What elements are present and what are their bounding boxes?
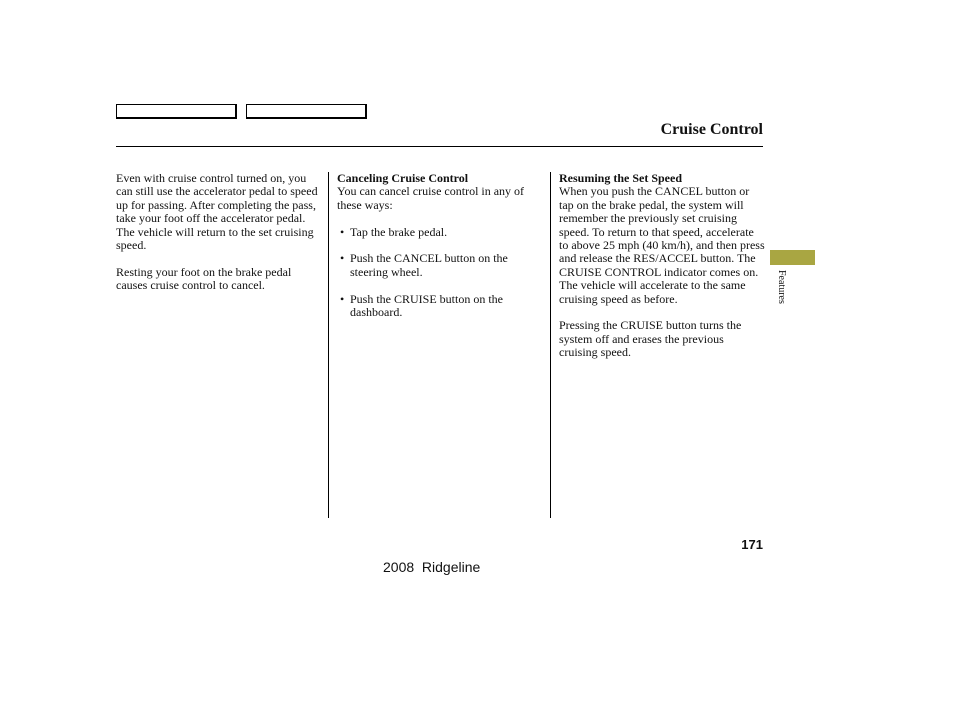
list-item: • Tap the brake pedal. xyxy=(337,226,537,239)
section-title: Cruise Control xyxy=(660,121,763,138)
list-item: • Push the CANCEL button on the steering wheel. xyxy=(337,252,537,279)
list-item: • Push the CRUISE button on the dashboard. xyxy=(337,293,537,320)
text-column-3 xyxy=(559,172,765,373)
column-divider xyxy=(550,172,551,518)
section-tab-marker[interactable] xyxy=(770,250,815,265)
nav-button-main-menu[interactable] xyxy=(116,104,237,119)
column-divider xyxy=(328,172,329,518)
paragraph: You can cancel cruise control in any of these ways: xyxy=(337,184,525,212)
nav-button-index[interactable] xyxy=(246,104,367,119)
page-number: 171 xyxy=(741,537,763,552)
paragraph: Resting your foot on the brake pedal causes cruise control to cancel. xyxy=(116,264,292,293)
paragraph: When you push the CANCEL button or tap on the brake pedal, the system will remember the previously set cruising speed. To return to that speed, accelerate to above 25 mph (40 km/h), and then press and release the RES/ACCEL button. The CRUISE CONTROL indicator comes on. The vehicle will accelerate to the same cruising speed as before. xyxy=(559,184,765,306)
text-column-1 xyxy=(116,172,321,306)
paragraph: Even with cruise control turned on, you can still use the accelerator pedal to speed up for passing. After completing the pass, take your foot off the accelerator pedal. The vehicle will return to the set cruising speed. xyxy=(116,171,318,253)
subheading-canceling: Canceling Cruise Control xyxy=(337,171,469,185)
subheading-resuming: Resuming the Set Speed xyxy=(559,171,683,185)
paragraph: Pressing the CRUISE button turns the system off and erases the previous cruising speed. xyxy=(559,318,742,360)
section-tab-label: Features xyxy=(776,270,787,304)
footer-model-name: 2008 Ridgeline xyxy=(383,559,481,575)
header-divider xyxy=(116,146,763,147)
cancel-methods-list xyxy=(337,226,537,320)
text-column-2 xyxy=(337,172,537,333)
